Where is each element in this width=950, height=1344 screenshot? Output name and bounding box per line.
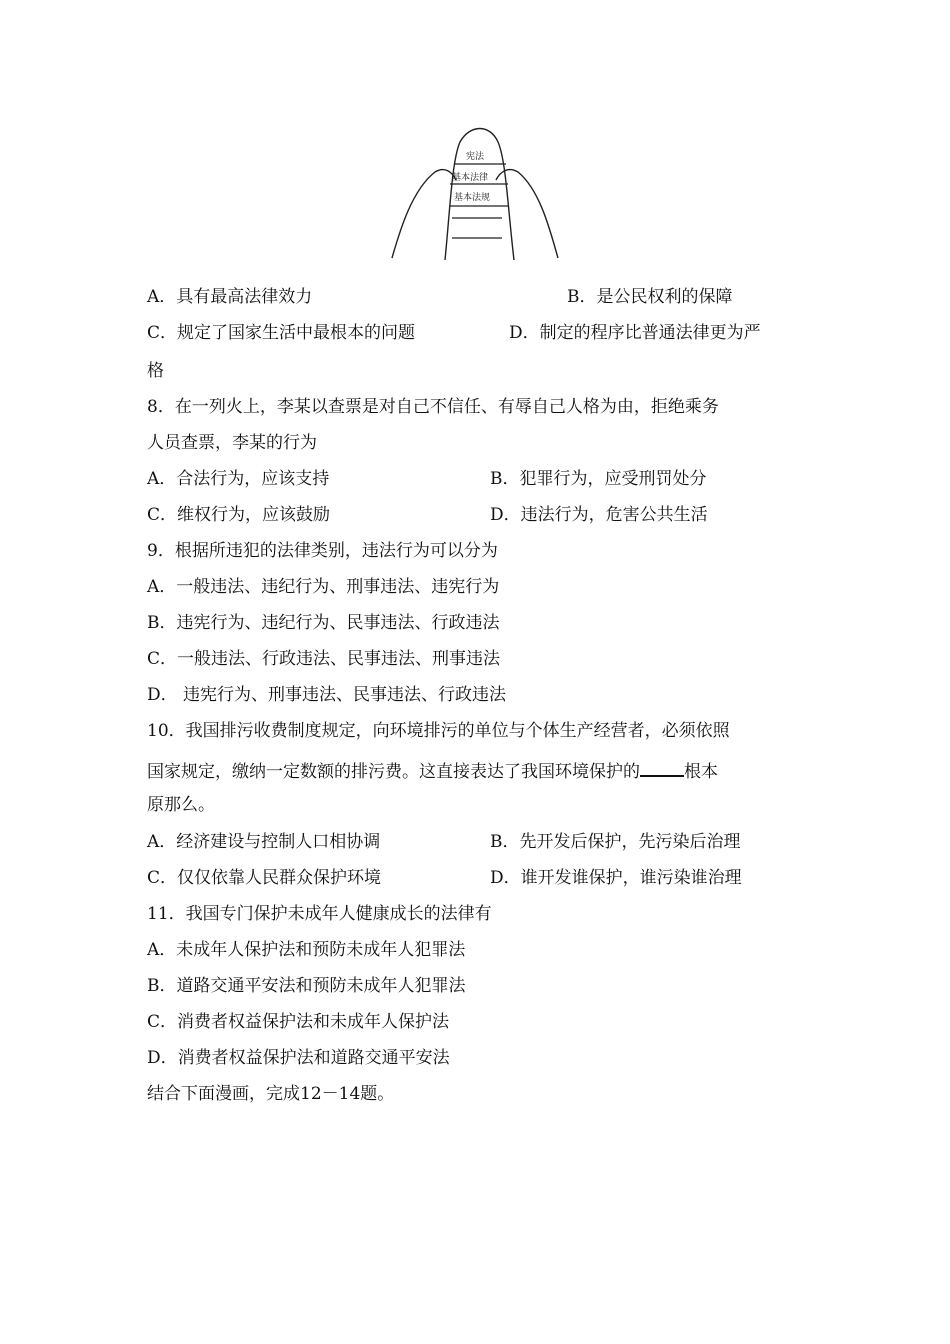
q11-option-d: D．消费者权益保护法和道路交通平安法 [147,1048,450,1068]
q7-option-c: C．规定了国家生活中最根本的问题 [147,323,416,343]
q8-option-d: D．违法行为，危害公共生活 [490,505,708,525]
q7-option-d-continued: 格 [147,361,164,381]
q10-stem-line2-text: 国家规定，缴纳一定数额的排污费。这直接表达了我国环境保护的 [147,762,640,782]
q11-option-a: A．未成年人保护法和预防未成年人犯罪法 [147,940,466,960]
q11-option-b: B．道路交通平安法和预防未成年人犯罪法 [147,976,466,996]
q9-stem: 9．根据所违犯的法律类别，违法行为可以分为 [147,541,498,561]
q10-option-d: D．谁开发谁保护，谁污染谁治理 [490,868,742,888]
closing-instruction: 结合下面漫画，完成12－14题。 [147,1084,395,1104]
q7-option-d: D．制定的程序比普通法律更为严 [509,323,761,343]
q11-option-c: C．消费者权益保护法和未成年人保护法 [147,1012,450,1032]
q10-option-a: A．经济建设与控制人口相协调 [147,832,381,852]
q10-stem-line2-tail: 根本 [684,762,718,782]
answer-blank [640,759,684,777]
q10-stem-line1: 10．我国排污收费制度规定，向环境排污的单位与个体生产经营者，必须依照 [147,721,730,741]
q8-option-a: A．合法行为，应该支持 [147,469,330,489]
q11-stem: 11．我国专门保护未成年人健康成长的法律有 [147,904,492,924]
q7-option-a: A．具有最高法律效力 [147,287,313,307]
q9-option-c: C．一般违法、行政违法、民事违法、刑事违法 [147,649,501,669]
law-hierarchy-mountain-diagram [390,120,560,262]
label-basic-law: 基本法律 [452,173,489,183]
q10-stem-line3: 原那么。 [147,795,215,815]
q9-option-a: A．一般违法、违纪行为、刑事违法、违宪行为 [147,577,500,597]
q10-stem-line2 [147,759,718,782]
q7-option-b: B．是公民权利的保障 [567,287,733,307]
q8-option-b: B．犯罪行为，应受刑罚处分 [490,469,707,489]
q10-option-b: B．先开发后保护，先污染后治理 [490,832,741,852]
q10-option-c: C．仅仅依靠人民群众保护环境 [147,868,382,888]
q9-option-d: D． 违宪行为、刑事违法、民事违法、行政违法 [147,685,507,705]
q8-option-c: C．维权行为，应该鼓励 [147,505,331,525]
q8-stem-line2: 人员查票，李某的行为 [147,433,317,453]
q9-option-b: B．违宪行为、违纪行为、民事违法、行政违法 [147,613,500,633]
right-hill-outline [496,170,558,258]
label-constitution: 宪法 [466,152,485,162]
label-basic-regulation: 基本法规 [454,193,491,203]
q8-stem-line1: 8．在一列火上，李某以查票是对自己不信任、有辱自己人格为由，拒绝乘务 [147,397,719,417]
